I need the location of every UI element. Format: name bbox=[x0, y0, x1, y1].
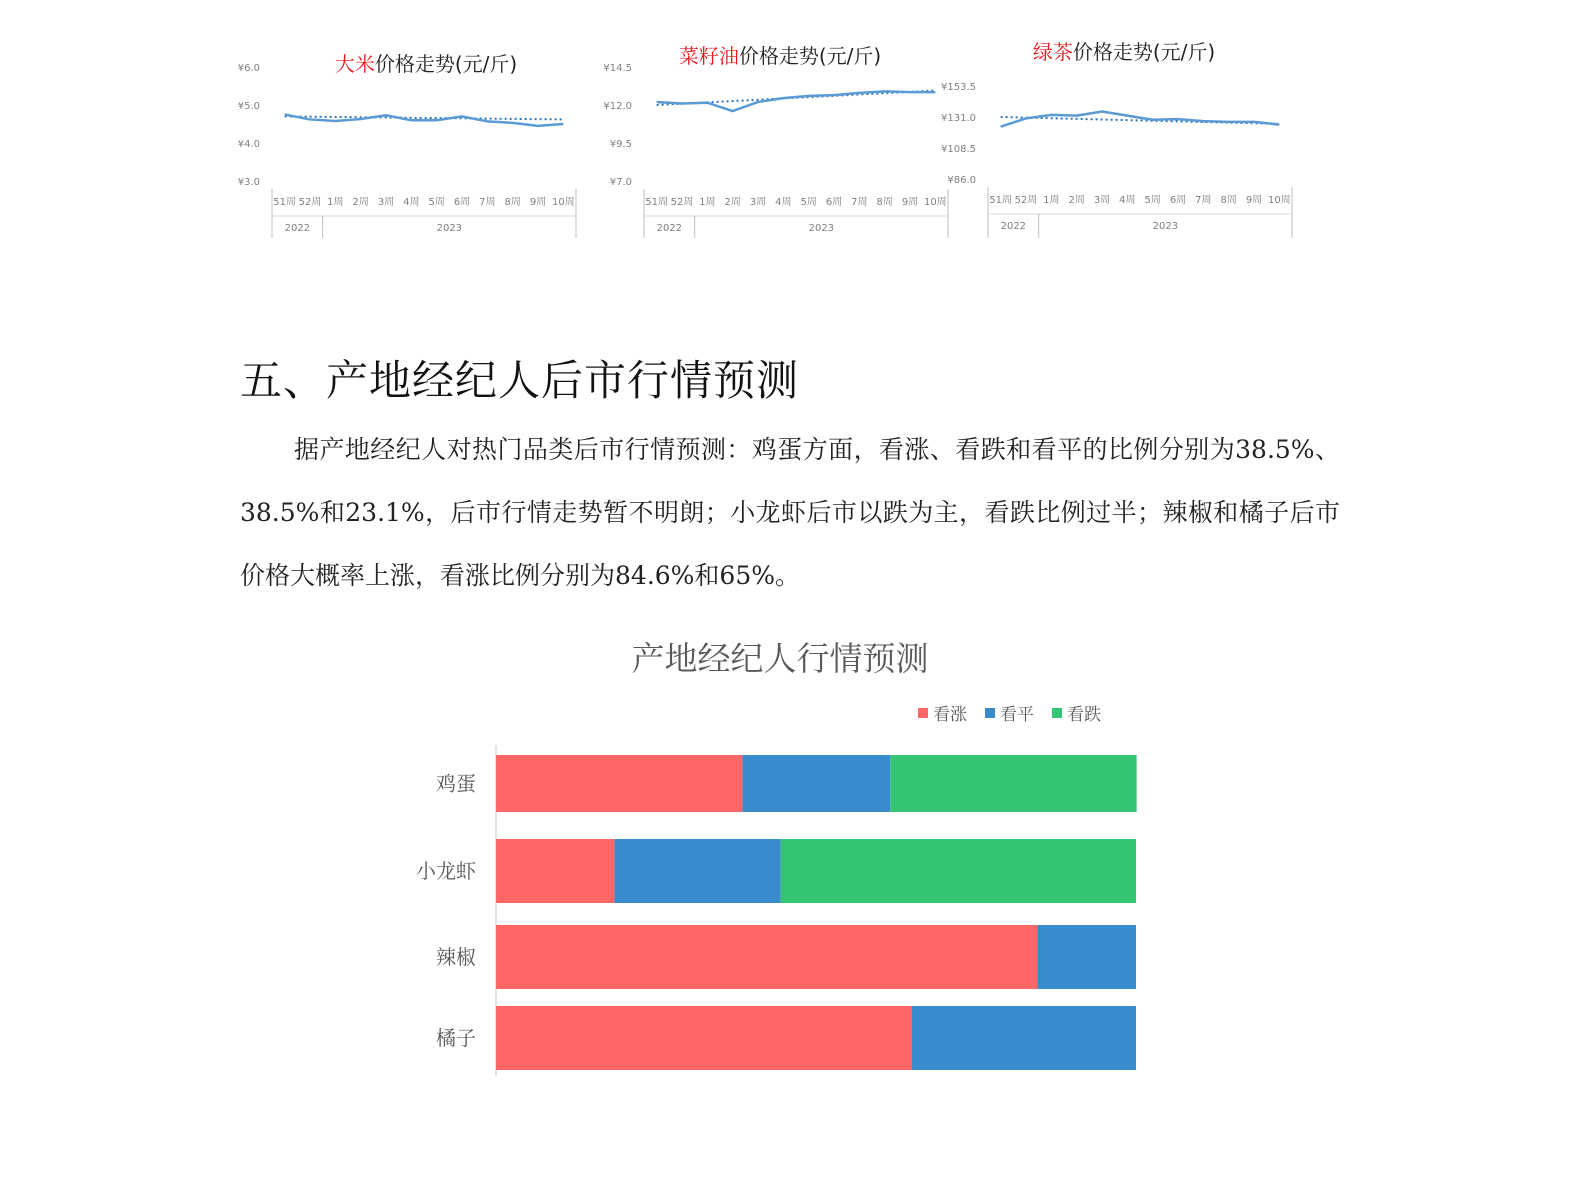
x-tick-label: 52周 bbox=[670, 197, 694, 208]
small-chart-rapeseed-oil bbox=[602, 42, 954, 238]
y-tick-label: ¥86.0 bbox=[947, 175, 976, 186]
category-label: 鸡蛋 bbox=[436, 771, 476, 796]
legend-item-down bbox=[1052, 700, 1101, 725]
y-tick-label: ¥6.0 bbox=[237, 63, 260, 74]
small-chart-svg bbox=[941, 36, 1298, 238]
year-label: 2023 bbox=[436, 223, 463, 234]
bar-segment bbox=[912, 1006, 1136, 1070]
year-label: 2022 bbox=[656, 223, 683, 234]
x-tick-label: 10周 bbox=[923, 197, 947, 208]
x-tick-label: 1周 bbox=[327, 197, 344, 208]
year-label: 2022 bbox=[284, 223, 311, 234]
x-tick-label: 7周 bbox=[1195, 195, 1212, 206]
y-tick-label: ¥5.0 bbox=[237, 101, 260, 112]
x-tick-label: 6周 bbox=[1169, 195, 1187, 206]
category-label: 小龙虾 bbox=[416, 859, 476, 883]
legend-label: 看跌 bbox=[1067, 705, 1101, 725]
section-paragraph: 据产地经纪人对热门品类后市行情预测：鸡蛋方面，看涨、看跌和看平的比例分别为38.5%、38.5%和23.1%，后市行情走势暂不明朗；小龙虾后市以跌为主，看跌比例过半；辣椒和橘子后市价格大概率上涨，看涨比例分别为84.6%和65%。 bbox=[240, 435, 1340, 590]
bar-segment bbox=[496, 755, 742, 812]
x-tick-label: 10周 bbox=[1267, 195, 1291, 206]
legend-swatch bbox=[1052, 708, 1062, 718]
y-tick-label: ¥3.0 bbox=[237, 177, 260, 188]
x-tick-label: 8周 bbox=[876, 197, 893, 208]
legend-label: 看涨 bbox=[933, 705, 967, 725]
x-tick-label: 2周 bbox=[1068, 195, 1085, 206]
x-tick-label: 51周 bbox=[645, 197, 669, 208]
chart-title: 产地经纪人行情预测 bbox=[631, 639, 929, 678]
x-tick-label: 4周 bbox=[403, 197, 420, 208]
x-tick-label: 2周 bbox=[724, 197, 741, 208]
x-tick-label: 51周 bbox=[989, 195, 1013, 206]
series-line bbox=[657, 91, 936, 111]
category-label: 辣椒 bbox=[436, 945, 476, 969]
x-tick-label: 5周 bbox=[428, 197, 445, 208]
bar-segment bbox=[1037, 925, 1136, 989]
y-tick-label: ¥9.5 bbox=[609, 139, 632, 150]
bar-segment bbox=[496, 925, 1037, 989]
x-tick-label: 52周 bbox=[1014, 195, 1038, 206]
bar-segment bbox=[781, 839, 1136, 903]
stacked-bar-chart bbox=[400, 740, 1160, 1080]
small-chart-rice bbox=[230, 42, 582, 238]
y-tick-label: ¥131.0 bbox=[941, 113, 976, 124]
x-tick-label: 5周 bbox=[800, 197, 817, 208]
x-tick-label: 6周 bbox=[453, 197, 471, 208]
small-chart-green-tea bbox=[941, 36, 1298, 238]
chart-legend bbox=[918, 700, 1101, 725]
x-tick-label: 5周 bbox=[1144, 195, 1161, 206]
y-tick-label: ¥153.5 bbox=[941, 82, 976, 93]
x-tick-label: 7周 bbox=[479, 197, 496, 208]
legend-item-flat bbox=[985, 700, 1034, 725]
x-tick-label: 8周 bbox=[1220, 195, 1237, 206]
y-tick-label: ¥108.5 bbox=[941, 144, 976, 155]
bar-segment bbox=[742, 755, 890, 812]
year-label: 2023 bbox=[1152, 221, 1179, 232]
small-chart-title: 绿茶价格走势(元/斤) bbox=[1032, 40, 1216, 64]
x-tick-label: 9周 bbox=[1245, 195, 1263, 206]
x-tick-label: 1周 bbox=[699, 197, 716, 208]
x-tick-label: 10周 bbox=[551, 197, 575, 208]
x-tick-label: 51周 bbox=[273, 197, 297, 208]
x-tick-label: 52周 bbox=[298, 197, 322, 208]
year-label: 2023 bbox=[808, 223, 835, 234]
y-tick-label: ¥4.0 bbox=[237, 139, 260, 150]
category-label: 橘子 bbox=[436, 1026, 476, 1050]
x-tick-label: 9周 bbox=[901, 197, 919, 208]
y-tick-label: ¥7.0 bbox=[609, 177, 632, 188]
legend-label: 看平 bbox=[1000, 705, 1034, 725]
y-tick-label: ¥12.0 bbox=[603, 101, 632, 112]
legend-swatch bbox=[918, 708, 928, 718]
legend-item-up bbox=[918, 700, 967, 725]
y-tick-label: ¥14.5 bbox=[603, 63, 632, 74]
section-heading: 五、产地经纪人后市行情预测 bbox=[240, 356, 800, 405]
x-tick-label: 9周 bbox=[529, 197, 547, 208]
bar-segment bbox=[496, 1006, 912, 1070]
bar-segment bbox=[890, 755, 1136, 812]
x-tick-label: 7周 bbox=[851, 197, 868, 208]
small-chart-svg bbox=[602, 42, 954, 238]
x-tick-label: 6周 bbox=[825, 197, 843, 208]
x-tick-label: 4周 bbox=[775, 197, 792, 208]
x-tick-label: 1周 bbox=[1043, 195, 1060, 206]
x-tick-label: 4周 bbox=[1119, 195, 1136, 206]
legend-swatch bbox=[985, 708, 995, 718]
x-tick-label: 2周 bbox=[352, 197, 369, 208]
x-tick-label: 8周 bbox=[504, 197, 521, 208]
x-tick-label: 3周 bbox=[1093, 195, 1111, 206]
series-line bbox=[1001, 111, 1280, 126]
small-chart-title: 菜籽油价格走势(元/斤) bbox=[678, 44, 882, 68]
x-tick-label: 3周 bbox=[377, 197, 395, 208]
bar-segment bbox=[496, 839, 614, 903]
small-chart-title: 大米价格走势(元/斤) bbox=[334, 52, 518, 76]
x-tick-label: 3周 bbox=[749, 197, 767, 208]
bar-segment bbox=[614, 839, 780, 903]
year-label: 2022 bbox=[1000, 221, 1027, 232]
